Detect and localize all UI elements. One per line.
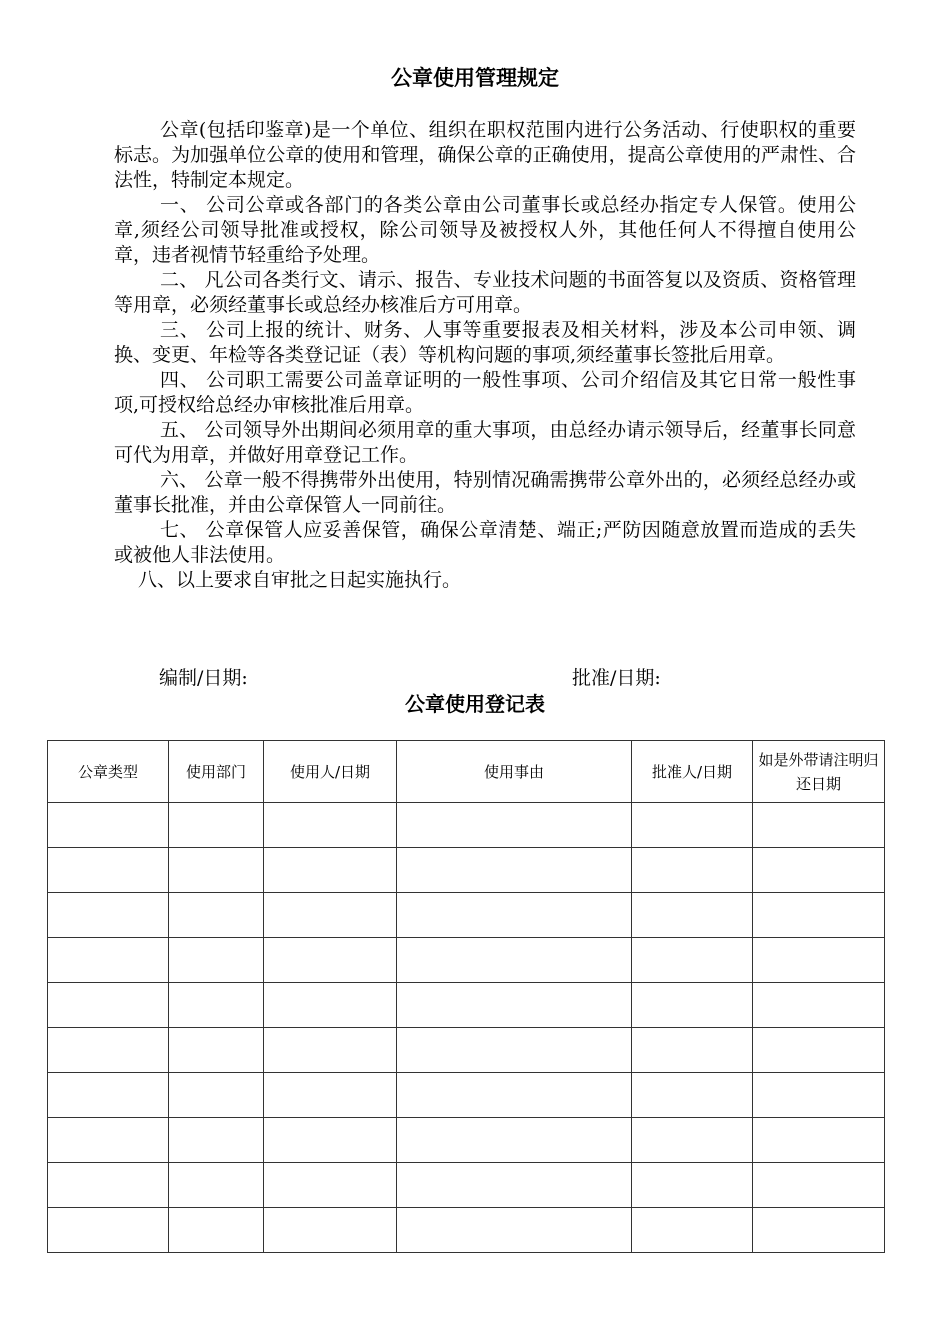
table-cell[interactable]: [264, 1073, 397, 1118]
table-cell[interactable]: [264, 1163, 397, 1208]
table-cell[interactable]: [397, 1163, 632, 1208]
table-cell[interactable]: [169, 848, 264, 893]
table-cell[interactable]: [169, 1208, 264, 1253]
table-cell[interactable]: [169, 1163, 264, 1208]
table-cell[interactable]: [264, 893, 397, 938]
table-cell[interactable]: [48, 1073, 169, 1118]
table-cell[interactable]: [169, 803, 264, 848]
table-cell[interactable]: [48, 983, 169, 1028]
header-approver-date: 批准人/日期: [632, 741, 753, 803]
regulation-body: [114, 118, 856, 593]
table-cell[interactable]: [753, 1073, 885, 1118]
table-cell[interactable]: [397, 1073, 632, 1118]
clause-1: 一、 公司公章或各部门的各类公章由公司董事长或总经办指定专人保管。使用公章,须经公司领导批准或授权，除公司领导及被授权人外，其他任何人不得擅自使用公章，违者视情节轻重给予处理。: [114, 194, 856, 266]
clause-7: 七、 公章保管人应妥善保管，确保公章清楚、端正;严防因随意放置而造成的丢失或被他人非法使用。: [114, 519, 856, 566]
table-cell[interactable]: [169, 893, 264, 938]
table-cell[interactable]: [753, 983, 885, 1028]
table-cell[interactable]: [632, 848, 753, 893]
table-cell[interactable]: [397, 803, 632, 848]
table-cell[interactable]: [48, 893, 169, 938]
table-cell[interactable]: [397, 848, 632, 893]
table-cell[interactable]: [48, 848, 169, 893]
log-table-title: 公章使用登记表: [405, 692, 545, 716]
table-header-row: [48, 741, 885, 803]
table-row: [48, 848, 885, 893]
regulation-title: 公章使用管理规定: [391, 66, 559, 90]
header-user-date: 使用人/日期: [264, 741, 397, 803]
table-cell[interactable]: [48, 1028, 169, 1073]
table-cell[interactable]: [632, 1028, 753, 1073]
header-return-date: 如是外带请注明归还日期: [753, 741, 885, 803]
intro-paragraph: 公章(包括印鉴章)是一个单位、组织在职权范围内进行公务活动、行使职权的重要标志。为加强单位公章的使用和管理，确保公章的正确使用，提高公章使用的严肃性、合法性，特制定本规定。: [114, 119, 856, 191]
header-seal-type: 公章类型: [48, 741, 169, 803]
table-cell[interactable]: [264, 938, 397, 983]
table-cell[interactable]: [397, 1118, 632, 1163]
table-cell[interactable]: [264, 1028, 397, 1073]
table-row: [48, 983, 885, 1028]
table-cell[interactable]: [632, 1208, 753, 1253]
compiled-date-label: 编制/日期:: [159, 667, 248, 689]
table-cell[interactable]: [169, 1028, 264, 1073]
table-cell[interactable]: [632, 1163, 753, 1208]
table-cell[interactable]: [753, 848, 885, 893]
table-body: [48, 803, 885, 1253]
table-row: [48, 1073, 885, 1118]
clause-8: 八、以上要求自审批之日起实施执行。: [138, 569, 462, 591]
clause-2: 二、 凡公司各类行文、请示、报告、专业技术问题的书面答复以及资质、资格管理等用章，必须经董事长或总经办核准后方可用章。: [114, 269, 856, 316]
table-cell[interactable]: [169, 1118, 264, 1163]
table-cell[interactable]: [397, 983, 632, 1028]
table-cell[interactable]: [397, 1208, 632, 1253]
table-row: [48, 1163, 885, 1208]
table-cell[interactable]: [48, 1118, 169, 1163]
table-cell[interactable]: [753, 893, 885, 938]
clause-4: 四、 公司职工需要公司盖章证明的一般性事项、公司介绍信及其它日常一般性事项,可授权给总经办审核批准后用章。: [114, 369, 856, 416]
clause-3: 三、 公司上报的统计、财务、人事等重要报表及相关材料，涉及本公司申领、调换、变更、年检等各类登记证（表）等机构问题的事项,须经董事长签批后用章。: [114, 319, 856, 366]
table-cell[interactable]: [264, 983, 397, 1028]
table-cell[interactable]: [632, 893, 753, 938]
clause-6: 六、 公章一般不得携带外出使用，特别情况确需携带公章外出的，必须经总经办或董事长批准，并由公章保管人一同前往。: [114, 469, 856, 516]
table-cell[interactable]: [264, 848, 397, 893]
seal-usage-log-table: [47, 740, 885, 1253]
table-cell[interactable]: [632, 1073, 753, 1118]
table-cell[interactable]: [753, 1028, 885, 1073]
table-row: [48, 1118, 885, 1163]
table-cell[interactable]: [753, 803, 885, 848]
table-cell[interactable]: [632, 1118, 753, 1163]
table-cell[interactable]: [397, 893, 632, 938]
table-row: [48, 938, 885, 983]
table-row: [48, 1028, 885, 1073]
header-reason: 使用事由: [397, 741, 632, 803]
table-cell[interactable]: [753, 938, 885, 983]
table-cell[interactable]: [169, 983, 264, 1028]
table-cell[interactable]: [264, 1208, 397, 1253]
table-cell[interactable]: [264, 1118, 397, 1163]
clause-5: 五、 公司领导外出期间必须用章的重大事项，由总经办请示领导后，经董事长同意可代为用章，并做好用章登记工作。: [114, 419, 856, 466]
table-cell[interactable]: [264, 803, 397, 848]
table-cell[interactable]: [632, 983, 753, 1028]
table-cell[interactable]: [397, 1028, 632, 1073]
table-cell[interactable]: [632, 803, 753, 848]
table-cell[interactable]: [753, 1163, 885, 1208]
table-cell[interactable]: [48, 938, 169, 983]
table-cell[interactable]: [753, 1208, 885, 1253]
table-cell[interactable]: [169, 938, 264, 983]
table-row: [48, 1208, 885, 1253]
table-row: [48, 803, 885, 848]
approved-date-label: 批准/日期:: [572, 667, 661, 689]
table-row: [48, 893, 885, 938]
table-cell[interactable]: [48, 1163, 169, 1208]
table-cell[interactable]: [397, 938, 632, 983]
table-cell[interactable]: [632, 938, 753, 983]
header-department: 使用部门: [169, 741, 264, 803]
table-cell[interactable]: [48, 803, 169, 848]
table-cell[interactable]: [169, 1073, 264, 1118]
table-cell[interactable]: [753, 1118, 885, 1163]
table-cell[interactable]: [48, 1208, 169, 1253]
